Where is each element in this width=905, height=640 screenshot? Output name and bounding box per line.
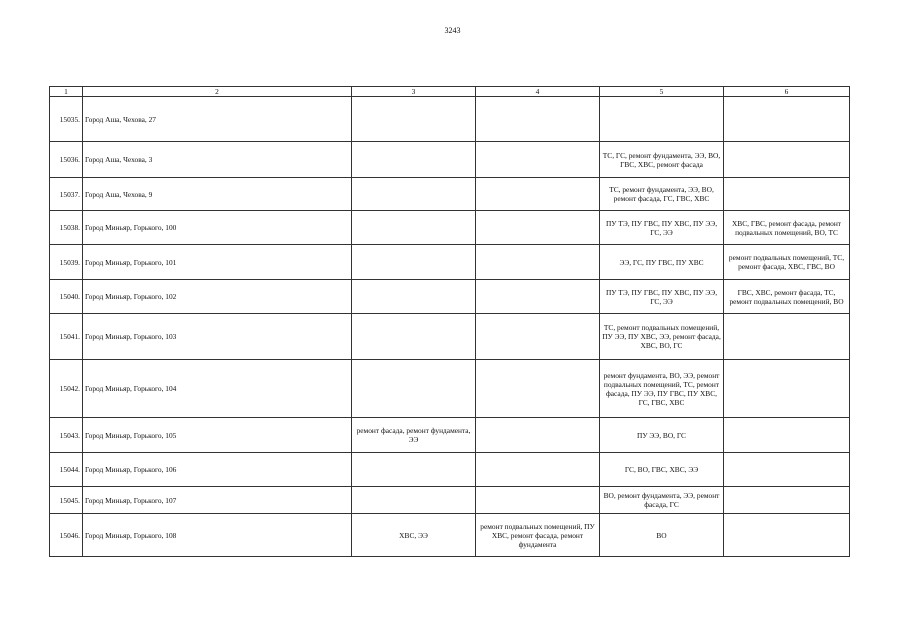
cell-col5 [600, 97, 724, 142]
cell-col5: ПУ ТЭ, ПУ ГВС, ПУ ХВС, ПУ ЭЭ, ГС, ЭЭ [600, 280, 724, 314]
cell-col4 [476, 487, 600, 514]
cell-col3 [352, 142, 476, 178]
row-number: 15043. [50, 418, 83, 453]
cell-col6 [724, 314, 850, 360]
table-row [50, 97, 850, 142]
row-address: Город Миньяр, Горького, 107 [83, 487, 352, 514]
cell-col3 [352, 453, 476, 487]
cell-col6 [724, 487, 850, 514]
page-number: 3243 [444, 26, 461, 35]
column-header: 5 [600, 87, 724, 97]
cell-col5: ТС, ГС, ремонт фундамента, ЭЭ, ВО, ГВС, ХВС, ремонт фасада [600, 142, 724, 178]
cell-col3: ХВС, ЭЭ [352, 514, 476, 557]
row-address: Город Миньяр, Горького, 106 [83, 453, 352, 487]
cell-col6 [724, 142, 850, 178]
cell-col3 [352, 245, 476, 280]
cell-col5: ПУ ТЭ, ПУ ГВС, ПУ ХВС, ПУ ЭЭ, ГС, ЭЭ [600, 211, 724, 245]
table-row [50, 211, 850, 245]
cell-col6 [724, 453, 850, 487]
cell-col3: ремонт фасада, ремонт фундамента, ЭЭ [352, 418, 476, 453]
row-address: Город Миньяр, Горького, 103 [83, 314, 352, 360]
row-number: 15046. [50, 514, 83, 557]
cell-col5: ВО, ремонт фундамента, ЭЭ, ремонт фасада, ГС [600, 487, 724, 514]
row-number: 15042. [50, 360, 83, 418]
table-row [50, 280, 850, 314]
cell-col6 [724, 97, 850, 142]
table-row [50, 142, 850, 178]
table-row [50, 245, 850, 280]
cell-col5: ремонт фундамента, ВО, ЭЭ, ремонт подвальных помещений, ТС, ремонт фасада, ПУ ЭЭ, ПУ ГВС, ПУ ХВС, ГС, ГВС, ХВС [600, 360, 724, 418]
cell-col6 [724, 178, 850, 211]
row-address: Город Миньяр, Горького, 100 [83, 211, 352, 245]
row-number: 15041. [50, 314, 83, 360]
cell-col5: ЭЭ, ГС, ПУ ГВС, ПУ ХВС [600, 245, 724, 280]
row-number: 15038. [50, 211, 83, 245]
row-address: Город Аша, Чехова, 9 [83, 178, 352, 211]
row-number: 15035. [50, 97, 83, 142]
cell-col6 [724, 514, 850, 557]
table-row [50, 487, 850, 514]
cell-col5: ВО [600, 514, 724, 557]
cell-col4 [476, 245, 600, 280]
row-address: Город Миньяр, Горького, 108 [83, 514, 352, 557]
cell-col6 [724, 418, 850, 453]
cell-col6 [724, 360, 850, 418]
table-row [50, 514, 850, 557]
column-header: 3 [352, 87, 476, 97]
cell-col6: ремонт подвальных помещений, ТС, ремонт фасада, ХВС, ГВС, ВО [724, 245, 850, 280]
column-header: 1 [50, 87, 83, 97]
cell-col4 [476, 178, 600, 211]
cell-col3 [352, 178, 476, 211]
header-row [50, 87, 850, 97]
cell-col6: ХВС, ГВС, ремонт фасада, ремонт подвальных помещений, ВО, ТС [724, 211, 850, 245]
cell-col4 [476, 314, 600, 360]
table-row [50, 453, 850, 487]
cell-col4 [476, 142, 600, 178]
cell-col4 [476, 280, 600, 314]
cell-col3 [352, 211, 476, 245]
cell-col5: ТС, ремонт подвальных помещений, ПУ ЭЭ, ПУ ХВС, ЭЭ, ремонт фасада, ХВС, ВО, ГС [600, 314, 724, 360]
column-header: 4 [476, 87, 600, 97]
cell-col5: ПУ ЭЭ, ВО, ГС [600, 418, 724, 453]
table-row [50, 178, 850, 211]
row-number: 15036. [50, 142, 83, 178]
cell-col4 [476, 97, 600, 142]
cell-col3 [352, 487, 476, 514]
cell-col3 [352, 360, 476, 418]
cell-col5: ТС, ремонт фундамента, ЭЭ, ВО, ремонт фасада, ГС, ГВС, ХВС [600, 178, 724, 211]
table-row [50, 418, 850, 453]
row-address: Город Аша, Чехова, 27 [83, 97, 352, 142]
row-address: Город Миньяр, Горького, 101 [83, 245, 352, 280]
cell-col4 [476, 360, 600, 418]
cell-col3 [352, 280, 476, 314]
row-number: 15045. [50, 487, 83, 514]
cell-col5: ГС, ВО, ГВС, ХВС, ЭЭ [600, 453, 724, 487]
cell-col6: ГВС, ХВС, ремонт фасада, ТС, ремонт подвальных помещений, ВО [724, 280, 850, 314]
table-row [50, 314, 850, 360]
column-header: 6 [724, 87, 850, 97]
cell-col4: ремонт подвальных помещений, ПУ ХВС, ремонт фасада, ремонт фундамента [476, 514, 600, 557]
row-address: Город Миньяр, Горького, 102 [83, 280, 352, 314]
row-address: Город Миньяр, Горького, 104 [83, 360, 352, 418]
cell-col4 [476, 453, 600, 487]
row-address: Город Аша, Чехова, 3 [83, 142, 352, 178]
registry-table [49, 86, 850, 557]
row-number: 15040. [50, 280, 83, 314]
column-header: 2 [83, 87, 352, 97]
cell-col4 [476, 211, 600, 245]
row-address: Город Миньяр, Горького, 105 [83, 418, 352, 453]
table-row [50, 360, 850, 418]
cell-col3 [352, 314, 476, 360]
cell-col4 [476, 418, 600, 453]
row-number: 15044. [50, 453, 83, 487]
cell-col3 [352, 97, 476, 142]
row-number: 15037. [50, 178, 83, 211]
row-number: 15039. [50, 245, 83, 280]
